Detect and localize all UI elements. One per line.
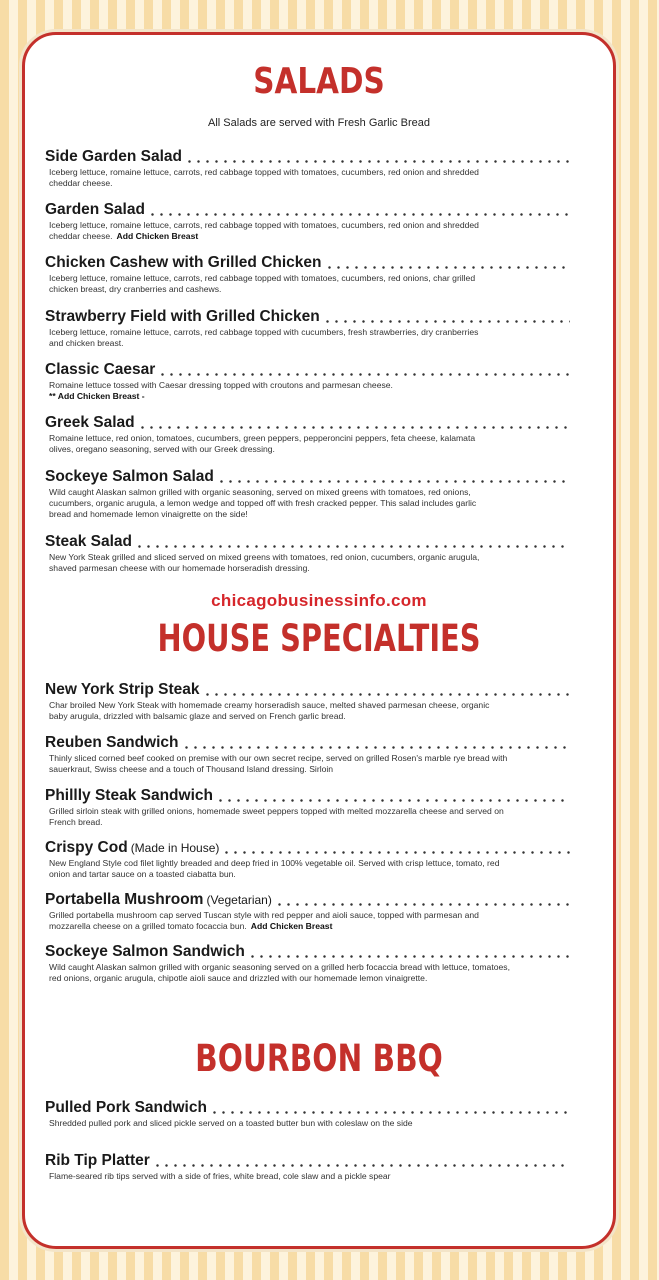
dot-leader — [203, 693, 571, 696]
menu-item-chicken-cashew — [45, 254, 570, 295]
menu-item-sockeye-salmon-sandwich — [45, 943, 570, 984]
item-description — [49, 910, 509, 932]
dot-leader — [135, 545, 570, 548]
item-name: Pulled Pork Sandwich — [45, 1099, 207, 1116]
menu-item-portabella-mushroom — [45, 891, 570, 932]
item-name: New York Strip Steak — [45, 681, 200, 698]
item-name: Side Garden Salad — [45, 148, 182, 165]
item-name: Chicken Cashew with Grilled Chicken — [45, 254, 322, 271]
menu-item-garden-salad — [45, 201, 570, 242]
item-name: Sockeye Salmon Salad — [45, 468, 214, 485]
menu-item-philly-steak-sandwich — [45, 787, 570, 828]
menu-card — [22, 32, 616, 1249]
item-description: Wild caught Alaskan salmon grilled with organic seasoning served on a grilled herb focaccia bread with lettuce, tomatoes, red onions, organic arugula, chipotle aioli sauce and drizzled with our homemade lemon vinaigrette. — [49, 962, 510, 983]
item-description-text: Iceberg lettuce, romaine lettuce, carrots, red cabbage topped with tomatoes, cucumbers, red onion and shredded cheddar cheese. — [49, 220, 479, 241]
watermark-text: chicagobusinessinfo.com — [211, 591, 427, 610]
bourbon-bbq-title: BOURBON BBQ — [195, 1037, 443, 1080]
item-name: Reuben Sandwich — [45, 734, 179, 751]
dot-leader — [182, 746, 571, 749]
item-note: (Vegetarian) — [206, 893, 272, 907]
item-description: Thinly sliced corned beef cooked on premise with our own secret recipe, served on grilled Rosen's marble rye bread with sauerkraut, Swiss cheese and a touch of Thousand Island dressing. Sirloin — [49, 753, 508, 774]
item-name: Crispy Cod — [45, 839, 128, 856]
item-description-text: Romaine lettuce tossed with Caesar dressing topped with croutons and parmesan cheese. — [49, 380, 393, 390]
item-description: Grilled sirloin steak with grilled onions, homemade sweet peppers topped with melted mozzarella cheese and served on French bread. — [49, 806, 504, 827]
dot-leader — [323, 320, 570, 323]
dot-leader — [217, 480, 570, 483]
dot-leader — [325, 266, 571, 269]
item-name: Steak Salad — [45, 533, 133, 550]
item-description: Romaine lettuce, red onion, tomatoes, cucumbers, green peppers, pepperoncini peppers, feta cheese, kalamata olives, oregano seasoning, served with our Greek dressing. — [49, 433, 476, 454]
item-description: Iceberg lettuce, romaine lettuce, carrots, red cabbage topped with tomatoes, cucumbers, red onions, char grilled chicken breast, dry cranberries and cashews. — [49, 273, 476, 294]
item-description: Iceberg lettuce, romaine lettuce, carrots, red cabbage topped with tomatoes, cucumbers, red onion and shredded cheddar cheese. — [49, 167, 479, 188]
add-chicken-option: ** Add Chicken Breast - — [49, 391, 145, 401]
add-chicken-option: Add Chicken Breast — [250, 921, 333, 931]
item-description: Char broiled New York Steak with homemade creamy horseradish sauce, melted shaved parmesan cheese, organic baby arugula, drizzled with balsamic glaze and served on French garlic bread. — [49, 700, 490, 721]
menu-item-strawberry-field — [45, 308, 570, 349]
item-name: Classic Caesar — [45, 361, 156, 378]
dot-leader — [275, 903, 570, 906]
dot-leader — [216, 799, 570, 802]
dot-leader — [148, 213, 570, 216]
menu-item-steak-salad — [45, 533, 570, 574]
item-description: Shredded pulled pork and sliced pickle served on a toasted butter bun with coleslaw on the side — [49, 1118, 413, 1128]
salads-subtitle: All Salads are served with Fresh Garlic Bread — [208, 117, 430, 129]
item-note: (Made in House) — [130, 841, 220, 855]
dot-leader — [158, 373, 570, 376]
menu-item-pulled-pork-sandwich — [45, 1099, 570, 1129]
item-description: New England Style cod filet lightly breaded and deep fried in 100% vegetable oil. Served with crisp lettuce, tomato, red onion and tartar sauce on a toasted ciabatta bun. — [49, 858, 500, 879]
house-specialties-title: HOUSE SPECIALTIES — [157, 617, 481, 660]
dot-leader — [210, 1111, 570, 1114]
dot-leader — [248, 955, 570, 958]
menu-item-classic-caesar — [45, 361, 570, 402]
add-chicken-option: Add Chicken Breast — [116, 231, 199, 241]
item-name: Phillly Steak Sandwich — [45, 787, 213, 804]
item-description: Flame-seared rib tips served with a side of fries, white bread, cole slaw and a pickle spear — [49, 1171, 391, 1181]
menu-item-greek-salad — [45, 414, 570, 455]
dot-leader — [138, 426, 570, 429]
menu-item-new-york-strip-steak — [45, 681, 570, 722]
menu-item-rib-tip-platter — [45, 1152, 570, 1182]
item-description — [49, 220, 489, 242]
salads-title: SALADS — [253, 61, 385, 102]
dot-leader — [222, 851, 570, 854]
item-name: Strawberry Field with Grilled Chicken — [45, 308, 320, 325]
item-description: Iceberg lettuce, romaine lettuce, carrots, red cabbage topped with cucumbers, fresh strawberries, dry cranberries and chicken breast. — [49, 327, 479, 348]
menu-item-sockeye-salmon-salad — [45, 468, 570, 520]
item-name: Portabella Mushroom — [45, 891, 204, 908]
item-name: Garden Salad — [45, 201, 145, 218]
item-name: Sockeye Salmon Sandwich — [45, 943, 245, 960]
item-name: Greek Salad — [45, 414, 135, 431]
menu-item-reuben-sandwich — [45, 734, 570, 775]
dot-leader — [185, 160, 570, 163]
item-description: New York Steak grilled and sliced served on mixed greens with tomatoes, red onion, cucumbers, organic arugula, shaved parmesan cheese with our homemade horseradish dressing. — [49, 552, 480, 573]
item-description: Wild caught Alaskan salmon grilled with organic seasoning, served on mixed greens with tomatoes, red onions, cucumbers, organic arugula, a lemon wedge and topped off with fresh cracked pepper. This salad includes garlic bread and homemade lemon vinaigrette on the side! — [49, 487, 477, 519]
item-name: Rib Tip Platter — [45, 1152, 150, 1169]
menu-item-side-garden-salad — [45, 148, 570, 189]
dot-leader — [153, 1164, 570, 1167]
item-description-text: Grilled portabella mushroom cap served Tuscan style with red pepper and aioli sauce, topped with parmesan and mozzarella cheese on a grilled tomato focaccia bun. — [49, 910, 479, 931]
menu-item-crispy-cod — [45, 839, 570, 880]
item-description — [49, 380, 489, 402]
